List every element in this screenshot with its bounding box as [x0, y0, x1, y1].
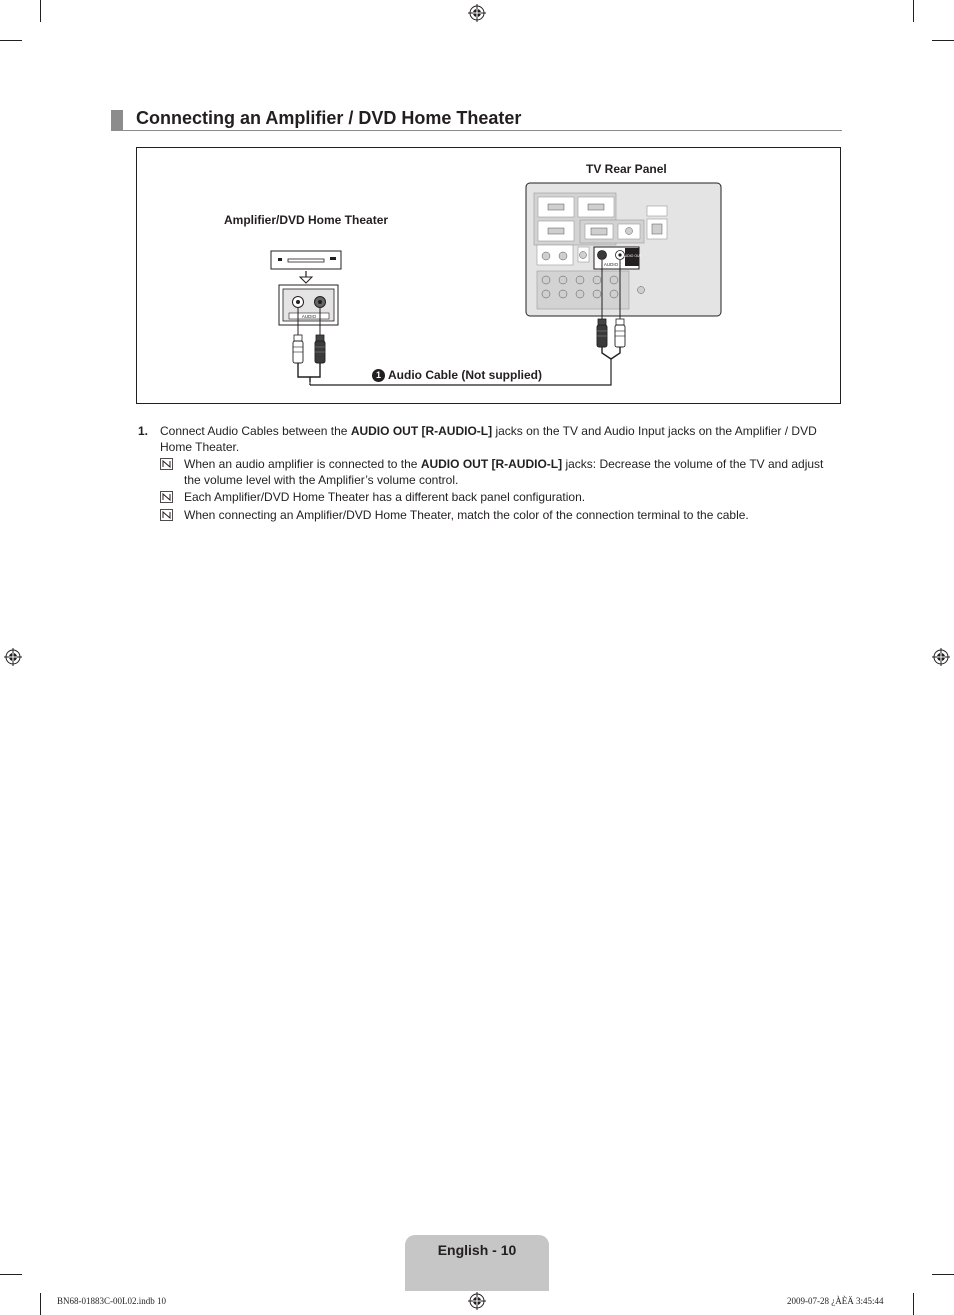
crop-mark [0, 1274, 22, 1275]
footer-timestamp: 2009-07-28 ¿ÀÈÄ 3:45:44 [787, 1296, 884, 1306]
crop-mark [913, 0, 914, 22]
amp-jack-text: AUDIO [301, 314, 317, 319]
note-icon [160, 458, 173, 470]
registration-mark-icon [4, 648, 22, 666]
note-icon [160, 509, 173, 521]
note-icon [160, 491, 173, 503]
crop-mark [932, 1274, 954, 1275]
audio-cable-label [372, 368, 542, 382]
registration-mark-icon [468, 1292, 486, 1310]
note-item: When connecting an Amplifier/DVD Home Theater, match the color of the connection terminal to the cable. [184, 508, 749, 522]
step-number: 1. [138, 424, 149, 438]
step-text: Connect Audio Cables between the AUDIO OUT [R-AUDIO-L] jacks on the TV and Audio Input jacks on the Amplifier / DVD Home Theater. [160, 424, 817, 454]
title-underline [123, 130, 842, 131]
registration-mark-icon [932, 648, 950, 666]
tv-jack-text: AUDIO [603, 262, 619, 267]
title-marker [111, 110, 123, 131]
page-number: English - 10 [437, 1242, 517, 1258]
crop-mark [40, 0, 41, 22]
note-item: Each Amplifier/DVD Home Theater has a different back panel configuration. [184, 490, 586, 504]
amplifier-label: Amplifier/DVD Home Theater [224, 213, 389, 227]
audio-cable-text: Audio Cable (Not supplied) [388, 368, 542, 382]
amplifier-device-icon [271, 251, 341, 283]
diagram-artwork [136, 147, 841, 404]
crop-mark [40, 1293, 41, 1315]
step-number-badge: 1 [372, 369, 385, 382]
registration-mark-icon [468, 4, 486, 22]
section-title: Connecting an Amplifier / DVD Home Theater [136, 108, 522, 128]
footer-file-name: BN68-01883C-00L02.indb 10 [57, 1296, 166, 1306]
tv-rear-panel-label: TV Rear Panel [586, 162, 667, 176]
tv-rear-panel-icon [526, 183, 721, 316]
crop-mark [913, 1293, 914, 1315]
note-item: When an audio amplifier is connected to the AUDIO OUT [R-AUDIO-L] jacks: Decrease the volume of the TV and adjust the volume level with the Amplifier’s volume control. [184, 457, 824, 487]
crop-mark [932, 40, 954, 41]
tv-jack-side-text: AUDIO OUT [622, 254, 642, 258]
crop-mark [0, 40, 22, 41]
amplifier-jack-panel [279, 285, 338, 325]
